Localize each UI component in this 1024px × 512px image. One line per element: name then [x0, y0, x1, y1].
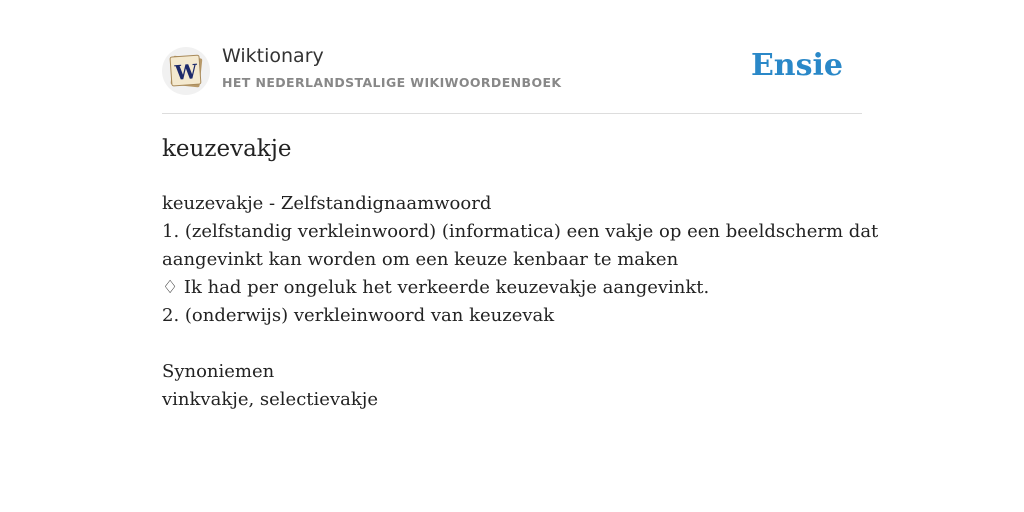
- site-header: [162, 44, 862, 114]
- section-spacer: [162, 330, 862, 358]
- page-title: keuzevakje: [162, 136, 292, 162]
- ensie-brand-logo[interactable]: Ensie: [750, 48, 843, 83]
- synonyms-heading: Synoniemen: [162, 361, 275, 382]
- wiktionary-logo-icon[interactable]: [162, 47, 210, 95]
- svg-text:W: W: [174, 59, 199, 85]
- definition-2: 2. (onderwijs) verkleinwoord van keuzevak: [162, 305, 555, 326]
- example-sentence: ♢ Ik had per ongeluk het verkeerde keuzevakje aangevinkt.: [162, 277, 710, 298]
- definition-1-line-1: 1. (zelfstandig verkleinwoord) (informatica) een vakje op een beeldscherm dat: [162, 221, 879, 242]
- wiktionary-w-tile-icon: [168, 53, 204, 89]
- site-title[interactable]: Wiktionary: [222, 45, 324, 67]
- entry-content: [162, 190, 879, 414]
- site-subtitle: HET NEDERLANDSTALIGE WIKIWOORDENBOEK: [222, 75, 562, 90]
- synonyms-list: vinkvakje, selectievakje: [162, 389, 378, 410]
- definition-1-line-2: aangevinkt kan worden om een keuze kenbaar te maken: [162, 249, 679, 270]
- entry-word-class: keuzevakje - Zelfstandignaamwoord: [162, 193, 492, 214]
